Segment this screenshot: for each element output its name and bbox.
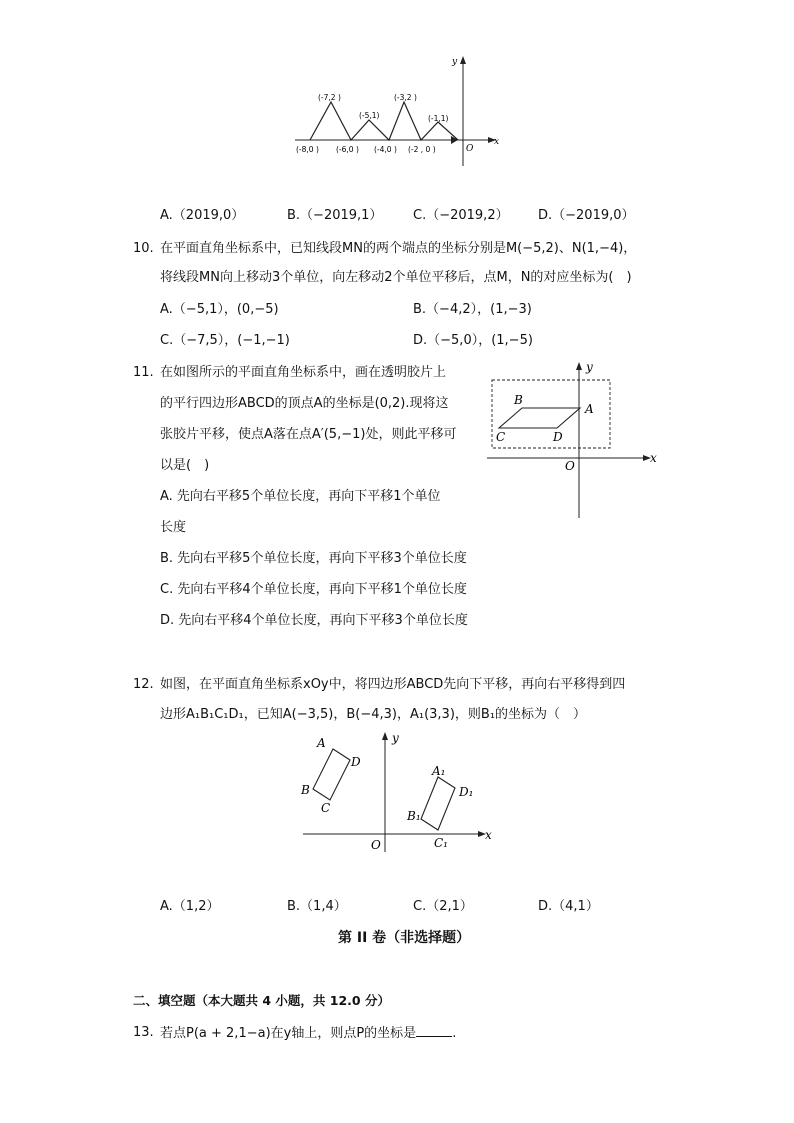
- q9-peak-label-4: (-1,1): [428, 114, 449, 123]
- q9-base-label-4: (-2 , 0 ): [408, 145, 436, 154]
- q12-number: 12.: [133, 677, 154, 692]
- q11-number: 11.: [133, 365, 154, 380]
- q12-quad-abcd: [313, 749, 350, 800]
- q10-stem-line2: 将线段MN向上移动3个单位，向左移动2个单位平移后，点M，N的对应坐标为( ): [160, 270, 632, 285]
- q11-label-d: D: [553, 430, 563, 444]
- q12-axis-x-label: x: [485, 828, 492, 842]
- q12-stem-line1: 如图，在平面直角坐标系xOy中，将四边形ABCD先向下平移，再向右平移得到四: [160, 677, 626, 692]
- q9-axis-x-label: x: [494, 137, 500, 147]
- section2-title: 二、填空题（本大题共 4 小题，共 12.0 分）: [133, 993, 390, 1008]
- q9-peak-label-2: (-5,1): [359, 111, 380, 120]
- q11-stem-line2: 的平行四边形ABCD的顶点A的坐标是(0,2).现将这: [160, 396, 449, 411]
- q12-option-b: B.（1,4）: [287, 899, 347, 914]
- q9-option-d: D.（−2019,0）: [538, 208, 635, 223]
- q11-option-b: B. 先向右平移5个单位长度，再向下平移3个单位长度: [160, 551, 467, 566]
- q12-option-c: C.（2,1）: [413, 899, 473, 914]
- q11-option-d: D. 先向右平移4个单位长度，再向下平移3个单位长度: [160, 613, 468, 628]
- q12-quad-a1b1c1d1: [421, 777, 455, 830]
- q9-peak-label-3: (-3,2 ): [394, 93, 417, 102]
- q12-label-c1: C₁: [434, 836, 448, 850]
- q11-stem-line4: 以是( ): [160, 458, 210, 473]
- q9-zigzag-figure: [290, 52, 510, 174]
- q9-base-label-3: (-4,0 ): [374, 145, 397, 154]
- q13-number: 13.: [133, 1025, 154, 1040]
- q9-origin-label: O: [466, 144, 474, 154]
- q12-label-o: O: [371, 838, 381, 852]
- q11-option-a-line2: 长度: [160, 520, 187, 535]
- q10-number: 10.: [133, 241, 154, 256]
- q11-label-b: B: [514, 393, 523, 407]
- q10-option-d: D.（−5,0），(1,−5): [413, 333, 533, 348]
- q11-axis-y-label: y: [586, 360, 593, 374]
- q9-option-b: B.（−2019,1）: [287, 208, 383, 223]
- q11-option-c: C. 先向右平移4个单位长度，再向下平移1个单位长度: [160, 582, 467, 597]
- q9-peak-label-1: (-7,2 ): [318, 93, 341, 102]
- q11-stem-line1: 在如图所示的平面直角坐标系中，画在透明胶片上: [160, 365, 447, 380]
- q13-stem-text: 若点P(a + 2,1−a)在y轴上，则点P的坐标是: [160, 1026, 417, 1041]
- q12-label-a1: A₁: [432, 764, 446, 778]
- q12-label-b: B: [301, 783, 310, 797]
- q11-stem-line3: 张胶片平移，使点A落在点A′(5,−1)处，则此平移可: [160, 427, 457, 442]
- q12-label-d: D: [351, 755, 361, 769]
- q9-axis-y-label: y: [452, 57, 458, 67]
- q11-label-c: C: [496, 430, 506, 444]
- q10-stem-line1: 在平面直角坐标系中，已知线段MN的两个端点的坐标分别是M(−5,2)、N(1,−4)，: [160, 241, 637, 256]
- q12-option-d: D.（4,1）: [538, 899, 599, 914]
- q11-parallelogram: [499, 408, 580, 428]
- q11-label-a: A: [585, 402, 594, 416]
- q12-label-c: C: [321, 801, 331, 815]
- q13-stem-end: .: [452, 1026, 457, 1041]
- q12-label-d1: D₁: [459, 785, 474, 799]
- q10-option-c: C.（−7,5），(−1,−1): [160, 333, 290, 348]
- q12-option-a: A.（1,2）: [160, 899, 220, 914]
- q11-label-o: O: [565, 459, 575, 473]
- q9-base-label-1: (-8,0 ): [296, 145, 319, 154]
- q12-axis-y-label: y: [392, 731, 399, 745]
- q12-label-a: A: [317, 736, 326, 750]
- q12-quadrilateral-figure: [295, 728, 505, 856]
- q9-base-label-2: (-6,0 ): [336, 145, 359, 154]
- q10-option-b: B.（−4,2），(1,−3): [413, 302, 532, 317]
- q13-stem: [160, 1024, 456, 1043]
- q13-answer-blank[interactable]: [416, 1024, 452, 1037]
- part2-title: 第 II 卷（非选择题）: [338, 930, 471, 946]
- q9-option-c: C.（−2019,2）: [413, 208, 509, 223]
- q9-option-a: A.（2019,0）: [160, 208, 245, 223]
- q11-axis-x-label: x: [650, 451, 657, 465]
- q11-option-a-line1: A. 先向右平移5个单位长度，再向下平移1个单位: [160, 489, 441, 504]
- q12-label-b1: B₁: [407, 809, 421, 823]
- q12-stem-line2: 边形A₁B₁C₁D₁，已知A(−3,5)，B(−4,3)，A₁(3,3)，则B₁的坐标为（ ）: [160, 707, 587, 722]
- q10-option-a: A.（−5,1），(0,−5): [160, 302, 279, 317]
- q11-parallelogram-figure: [485, 358, 665, 520]
